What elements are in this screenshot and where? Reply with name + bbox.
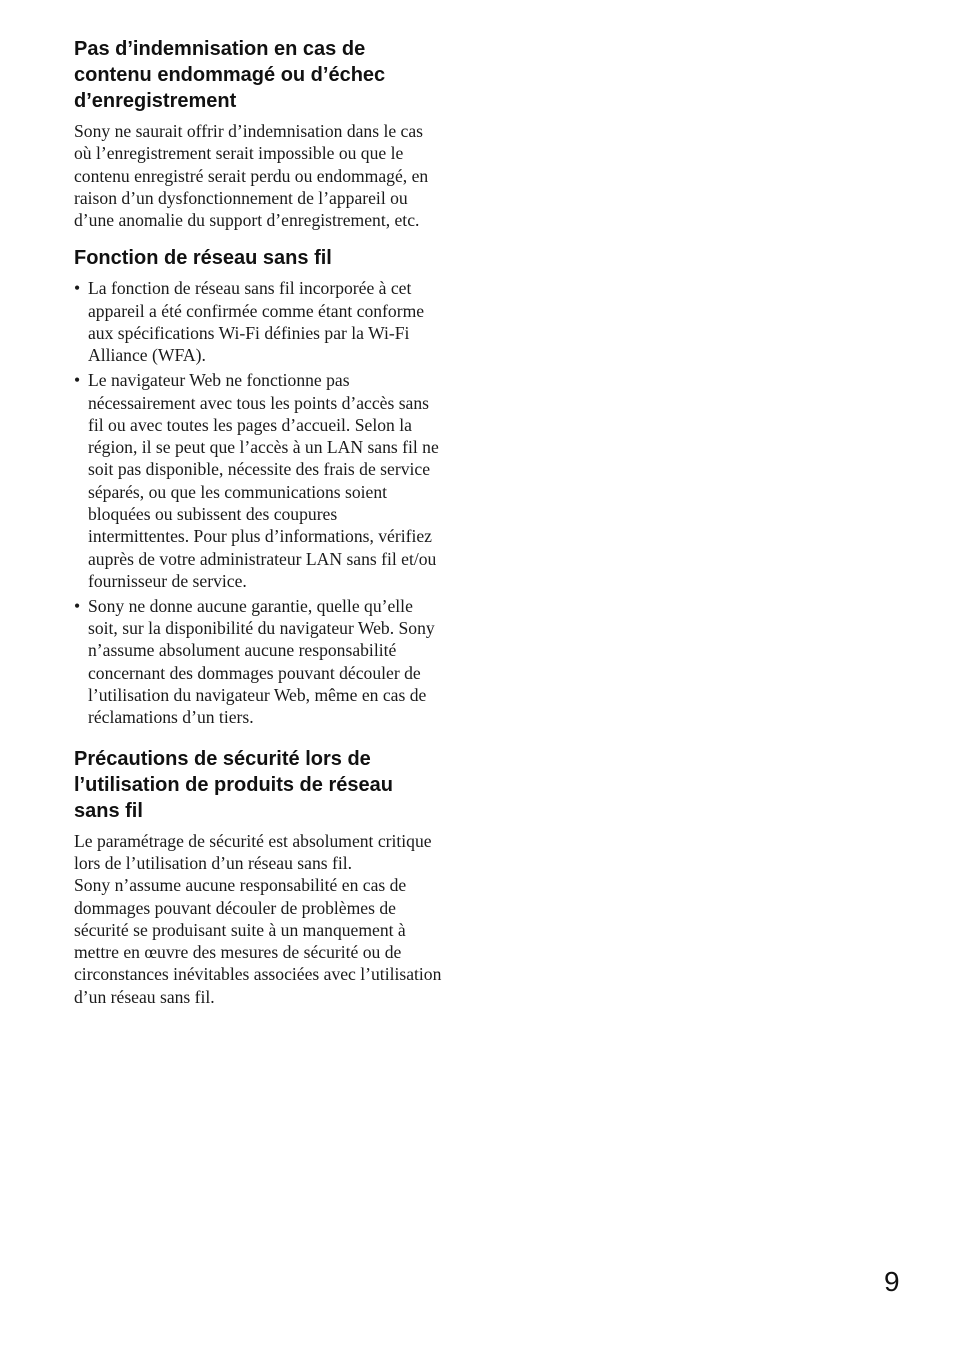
bullet-symbol: •	[74, 370, 81, 391]
bullet-symbol: •	[74, 595, 81, 616]
section-paragraph: Sony ne saurait offrir d’indemnisation dans le cas où l’enregistrement serait impossible ou que le contenu enregistré serait perdu ou endommagé, en raison d’un dysfonctionnement de l’appareil ou d’une anomalie du support d’enregistrement, etc.	[74, 121, 429, 231]
bullet-symbol: •	[74, 278, 81, 299]
section-heading: Précautions de sécurité lors de l’utilisation de produits de réseau sans fil	[74, 747, 393, 822]
section-heading: Fonction de réseau sans fil	[74, 247, 332, 270]
section-heading: Pas d’indemnisation en cas de contenu endommagé ou d’échec d’enregistrement	[74, 38, 386, 112]
section-paragraph: Sony n’assume aucune responsabilité en cas de dommages pouvant découler de problèmes de sécurité se produisant suite à un manquement à mettre en œuvre des mesures de sécurité ou de circonstances inévitables associées avec l’utilisation d’un réseau sans fil.	[74, 875, 442, 1007]
bullet-list	[74, 277, 442, 728]
section-security-precautions	[74, 746, 442, 1008]
section-wireless-function	[74, 245, 442, 728]
list-item-text: La fonction de réseau sans fil incorporée à cet appareil a été confirmée comme étant conforme aux spécifications Wi-Fi définies par la Wi-Fi Alliance (WFA).	[88, 278, 425, 366]
section-paragraph: Le paramétrage de sécurité est absolument critique lors de l’utilisation d’un réseau sans fil.	[74, 830, 432, 873]
list-item	[74, 369, 442, 592]
section-no-compensation	[74, 36, 442, 231]
manual-page-column	[74, 36, 442, 1008]
page-number: 9	[884, 1266, 900, 1297]
list-item-text: Le navigateur Web ne fonctionne pas nécessairement avec tous les points d’accès sans fil ou avec toutes les pages d’accueil. Selon la région, il se peut que l’accès à un LAN sans fil ne soit pas disponible, nécessite des frais de service séparés, ou que les communications soient bloquées ou subissent des coupures intermittentes. Pour plus d’informations, vérifiez auprès de votre administrateur LAN sans fil et/ou fournisseur de service.	[88, 370, 439, 591]
list-item-text: Sony ne donne aucune garantie, quelle qu’elle soit, sur la disponibilité du navigateur Web. Sony n’assume absolument aucune responsabilité concernant des dommages pouvant découler de l’utilisation du navigateur Web, même en cas de réclamations d’un tiers.	[88, 595, 435, 728]
list-item	[74, 277, 442, 366]
list-item	[74, 595, 442, 729]
